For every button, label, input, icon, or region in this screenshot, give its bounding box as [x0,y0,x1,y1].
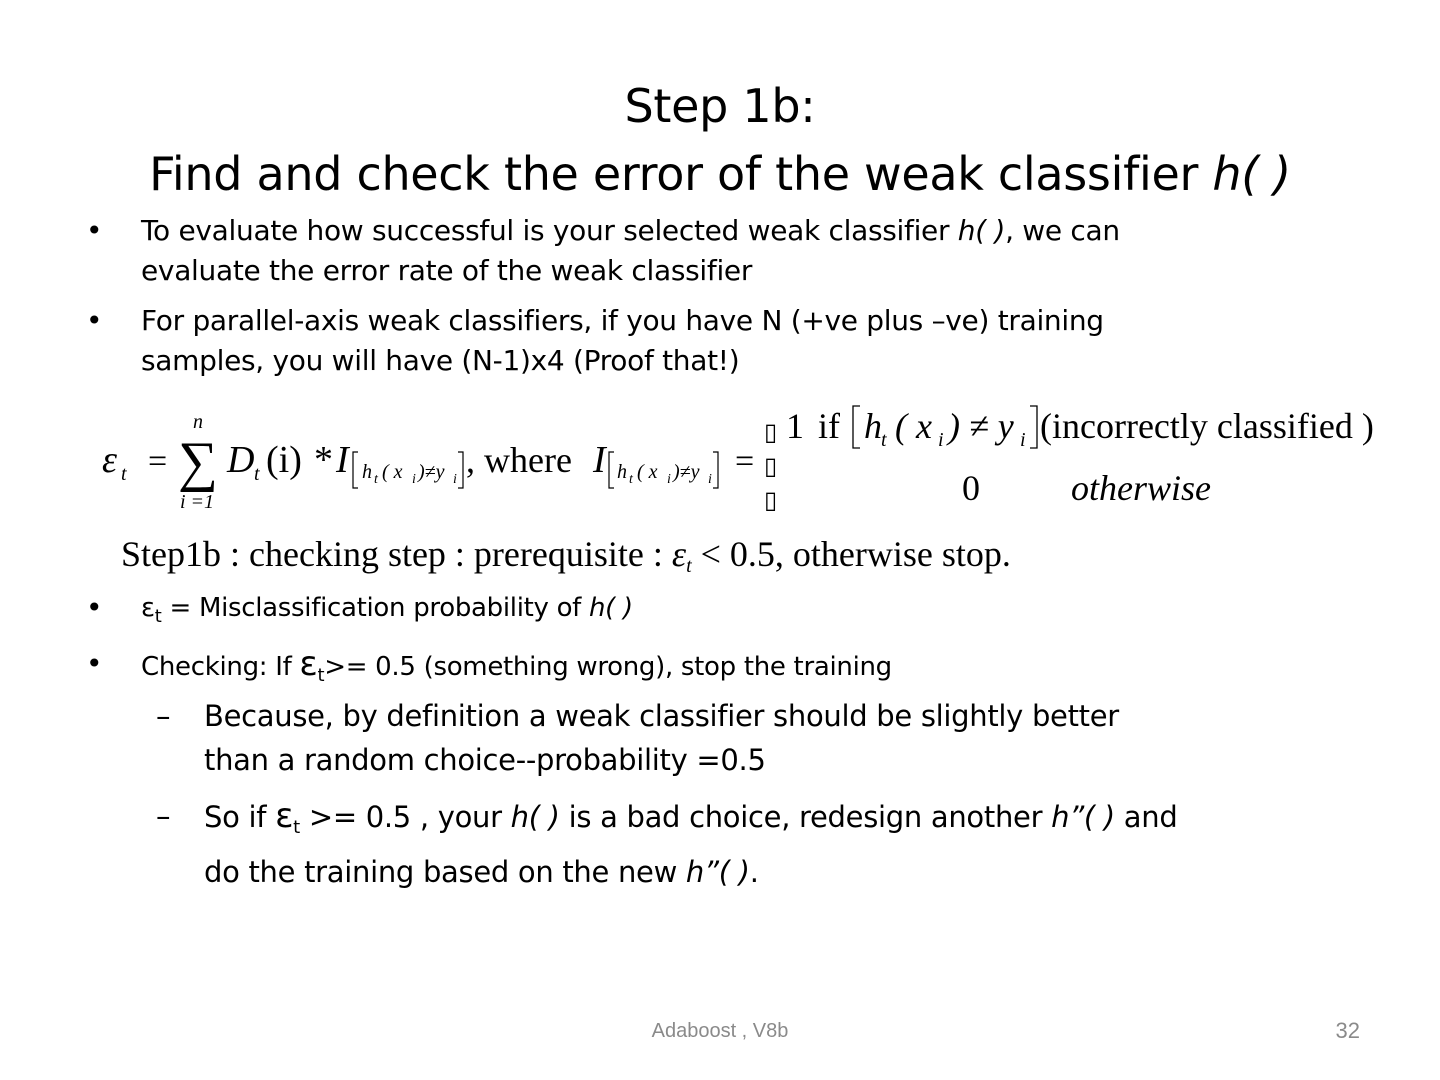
formula-case1-neq: ) ≠ y [948,406,1014,446]
step-line-epsilon-sub: t [686,555,692,577]
bullet-4-text-b: >= 0.5 (something wrong), stop the training [324,652,892,682]
bullet-2 [86,301,1104,381]
formula-eq-2: = [735,443,755,480]
slide-title [60,72,1380,208]
formula-ind-i-1: i [412,472,416,487]
subbullet-2-epsilon: ε [275,796,294,836]
formula-ind-h-2: h [617,461,627,483]
formula-bracket-left-2 [609,452,614,488]
bullet-4-mark: • [86,647,103,680]
subbullet-2-line-2-italic: h”( ) [685,855,750,889]
subbullet-2-line-2-text: do the training based on the new [204,855,686,889]
formula-case1-yi-sub: i [1020,429,1026,451]
formula-case1-bracket-left [853,406,860,448]
formula-eq-1: = [148,443,168,480]
formula-sigma-lower: i =1 [180,491,215,513]
formula-epsilon: ε [102,439,117,481]
formula-case1-paren: ( x [895,406,932,446]
formula-ind-yi-1: i [453,472,457,487]
footer-title: Adaboost , V8b [651,1020,789,1042]
page-number: 32 [1335,1018,1360,1043]
title-line-1: Step 1b: [624,79,816,133]
formula-D-arg: (i) [266,439,302,481]
bullet-1-italic: h( ) [957,214,1006,247]
formula-case1-value: 1 [786,406,804,446]
formula-sigma-upper: n [193,411,203,433]
formula-case2-value: 0 [962,468,980,508]
bullet-1-line-1 [141,211,1120,251]
subbullet-2-italic-h: h( ) [510,800,560,834]
formula-ind-yi-2: i [708,472,712,487]
formula-ind-h-1: h [362,461,372,483]
bullet-3-epsilon: ε [141,593,155,623]
formula-case1-note: (incorrectly classified ) [1040,406,1374,446]
bullet-2-mark: • [86,304,103,337]
formula-I-2: I [593,439,606,481]
bullet-4-line [141,644,892,696]
title-line-2 [60,140,1380,208]
bullet-3-italic: h( ) [589,593,633,623]
subbullet-2-epsilon-sub: t [293,817,300,838]
bullet-4-epsilon-sub: t [317,665,325,686]
subbullet-2-text-c: is a bad choice, redesign another [559,800,1052,834]
formula-I: I [336,439,349,481]
formula-case1-xi-sub: i [938,429,944,451]
formula-ind-args-2: ( x [637,461,658,483]
bullet-4-epsilon: ε [299,644,318,684]
subbullet-2-text-b: >= 0.5 , your [299,800,511,834]
step-1b-prerequisite-line [121,531,1011,589]
formula-ind-close-1: )≠y [418,461,445,483]
formula-case1-h: h [864,406,882,446]
subbullet-2-mark: – [156,799,171,833]
bullet-4-text-a: Checking: If [141,652,300,682]
formula-star: * [314,439,333,481]
formula-ind-close-2: )≠y [673,461,700,483]
subbullet-2-text-a: So if [204,800,276,834]
step-line-text: Step1b : checking step : prerequisite : [121,534,672,574]
formula-case1-bracket-right [1030,406,1037,448]
formula-bracket-right-2 [713,452,718,488]
subbullet-2 [156,794,1178,894]
formula-ind-t-2: t [629,472,633,487]
bullet-3-line [141,588,633,637]
title-line-2-text: Find and check the error of the weak classifier [149,147,1213,201]
formula-epsilon-sub: t [121,463,127,485]
formula-ind-i-2: i [667,472,671,487]
subbullet-2-line-2 [204,850,1177,894]
formula-bracket-right-1 [458,452,463,488]
bullet-4 [86,644,892,696]
subbullet-2-line-1 [204,794,1177,850]
bullet-1-mark: • [86,214,103,247]
bullet-2-line-1: For parallel-axis weak classifiers, if you have N (+ve plus –ve) training [141,304,1104,337]
bullet-1 [86,211,1120,291]
formula-case2-note: otherwise [1071,468,1211,508]
bullet-1-text-a: To evaluate how successful is your selected weak classifier [141,214,958,247]
bullet-3 [86,588,633,637]
formula-where: , where [466,440,572,480]
step-line-epsilon: ε [671,534,687,574]
subbullet-1-line-1: Because, by definition a weak classifier should be slightly better [204,699,1119,733]
formula-D: D [227,439,255,481]
subbullet-2-text-d: and [1114,800,1178,834]
formula-sigma: ∑ [178,431,218,493]
subbullet-2-line-2-end: . [749,855,759,889]
bullet-3-epsilon-sub: t [154,606,162,627]
bullet-3-mark: • [86,591,103,624]
subbullet-2-italic-h2: h”( ) [1051,800,1115,834]
formula-brace-bot: ▯ [764,488,778,514]
step-line-rest: < 0.5, otherwise stop. [691,534,1011,574]
formula-bracket-left-1 [353,452,358,488]
formula-brace-top: ▯ [764,420,778,446]
subbullet-1-line-2: than a random choice--probability =0.5 [204,743,766,777]
bullet-1-line-2: evaluate the error rate of the weak classifier [141,254,753,287]
formula-ind-args-1: ( x [382,461,403,483]
bullet-2-line-2: samples, you will have (N-1)x4 (Proof that!) [141,344,740,377]
bullet-1-text-b: , we can [1005,214,1120,247]
formula-D-sub: t [254,463,260,485]
title-line-2-italic: h( ) [1212,147,1291,201]
subbullet-1 [156,694,1119,782]
formula-brace-mid: ▯ [764,454,778,480]
subbullet-1-mark: – [156,699,171,733]
error-formula [0,380,1440,530]
formula-ind-t-1: t [374,472,378,487]
formula-case1-h-sub: t [881,429,887,451]
bullet-3-text: = Misclassification probability of [161,593,589,623]
formula-case1-if: if [818,406,840,446]
